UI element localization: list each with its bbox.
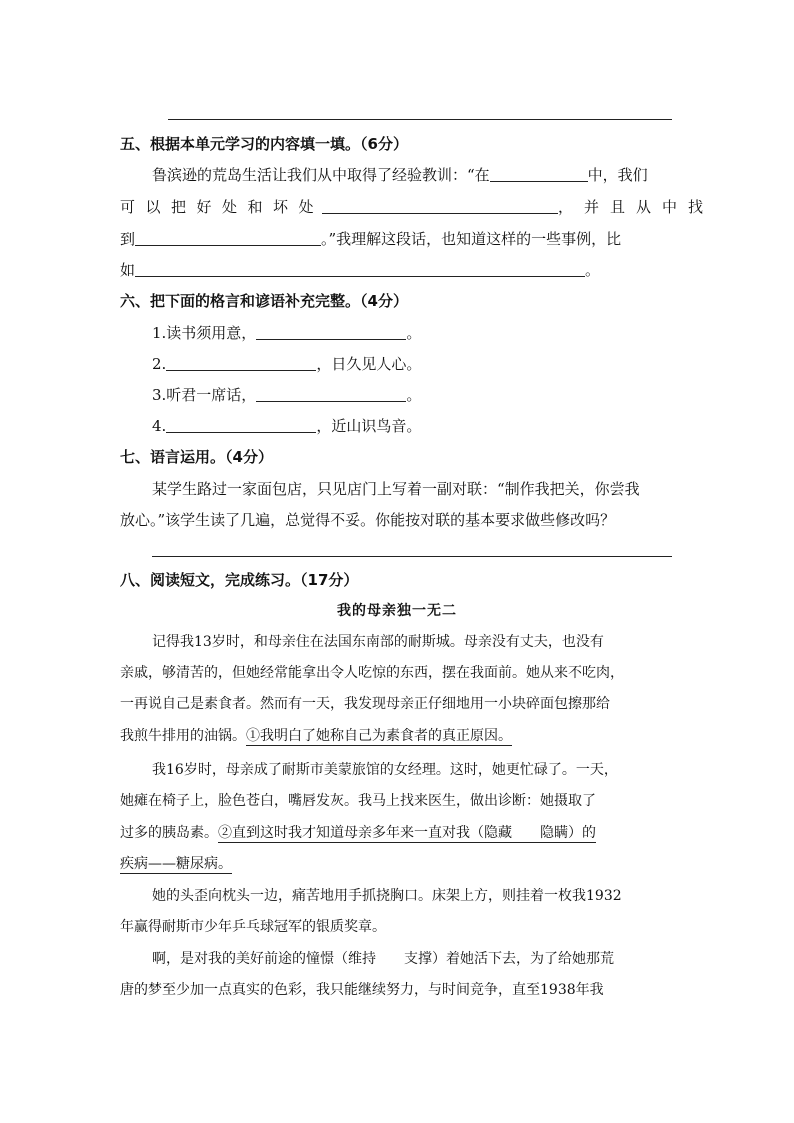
section-5-line-3: 到 。”我理解这段话，也知道这样的一些事例，比 xyxy=(120,230,622,248)
section-7-heading: 七、语言运用。（4分） xyxy=(120,448,273,466)
blank-6-1[interactable] xyxy=(256,325,406,340)
section-7-line-1: 某学生路过一家面包店，只见店门上写着一副对联：“制作我把关，你尝我 xyxy=(152,480,640,498)
blank-6-4[interactable] xyxy=(166,418,316,433)
blank-6-3[interactable] xyxy=(256,387,406,402)
passage-line: 一再说自己是素食者。然而有一天，我发现母亲正仔细地用一小块碎面包擦那给 xyxy=(120,696,610,712)
section-5-line-1: 鲁滨逊的荒岛生活让我们从中取得了经验教训：“在 中，我们 xyxy=(152,166,648,184)
passage-line: 记得我13岁时，和母亲住在法国东南部的耐斯城。母亲没有丈夫，也没有 xyxy=(152,634,604,650)
passage-line: 过多的胰岛素。②直到这时我才知道母亲多年来一直对我（隐藏 隐瞒）的 xyxy=(120,825,596,841)
proverb-3: 3.听君一席话， 。 xyxy=(152,386,422,404)
blank-5-1[interactable] xyxy=(490,167,588,182)
passage-line: 亲戚，够清苦的，但她经常能拿出令人吃惊的东西，摆在我面前。她从来不吃肉， xyxy=(120,665,624,681)
blank-5-3[interactable] xyxy=(135,231,321,246)
passage-line: 啊，是对我的美好前途的憧憬（维持 支撑）着她活下去，为了给她那荒 xyxy=(152,951,614,967)
passage-line: 她瘫在椅子上，脸色苍白，嘴唇发灰。我马上找来医生，做出诊断：她摄取了 xyxy=(120,793,596,809)
passage-line xyxy=(120,853,672,873)
underlined-sentence-2-end: 疾病——糖尿病。 xyxy=(120,856,232,872)
section-6-heading: 六、把下面的格言和谚语补充完整。（4分） xyxy=(120,292,408,310)
passage-line: 她的头歪向枕头一边，痛苦地用手抓挠胸口。床架上方，则挂着一枚我1932 xyxy=(152,888,622,904)
underlined-sentence-1: ①我明白了她称自己为素食者的真正原因。 xyxy=(246,728,512,744)
section-5-heading: 五、根据本单元学习的内容填一填。（6分） xyxy=(120,135,408,153)
passage-title: 我的母亲独一无二 xyxy=(337,603,457,619)
section-7-line-2: 放心。”该学生读了几遍，总觉得不妥。你能按对联的基本要求做些修改吗？ xyxy=(120,511,616,529)
blank-6-2[interactable] xyxy=(166,356,316,371)
underlined-sentence-2: ②直到这时我才知道母亲多年来一直对我（隐藏 隐瞒）的 xyxy=(218,825,596,841)
section-5-line-2: 可以把好处和坏处 ，并且从中找 xyxy=(120,198,715,216)
blank-5-2[interactable] xyxy=(322,199,558,214)
passage-line: 唐的梦至少加一点真实的色彩，我只能继续努力，与时间竞争，直至1938年我 xyxy=(120,982,604,998)
passage-line: 年赢得耐斯市少年乒乓球冠军的银质奖章。 xyxy=(120,919,386,935)
answer-line-section-7[interactable] xyxy=(152,556,672,557)
section-8-heading: 八、阅读短文，完成练习。（17分） xyxy=(120,571,359,589)
passage-line: 我煎牛排用的油锅。①我明白了她称自己为素食者的真正原因。 xyxy=(120,728,512,744)
proverb-1: 1.读书须用意， 。 xyxy=(152,324,422,342)
section-5-line-4: 如 。 xyxy=(120,261,601,279)
proverb-4: 4. ，近山识鸟音。 xyxy=(152,417,422,435)
proverb-2: 2. ，日久见人心。 xyxy=(152,355,422,373)
passage-line: 我16岁时，母亲成了耐斯市美蒙旅馆的女经理。这时，她更忙碌了。一天， xyxy=(152,762,618,778)
answer-line-top[interactable] xyxy=(168,119,672,120)
blank-5-4[interactable] xyxy=(135,262,585,277)
